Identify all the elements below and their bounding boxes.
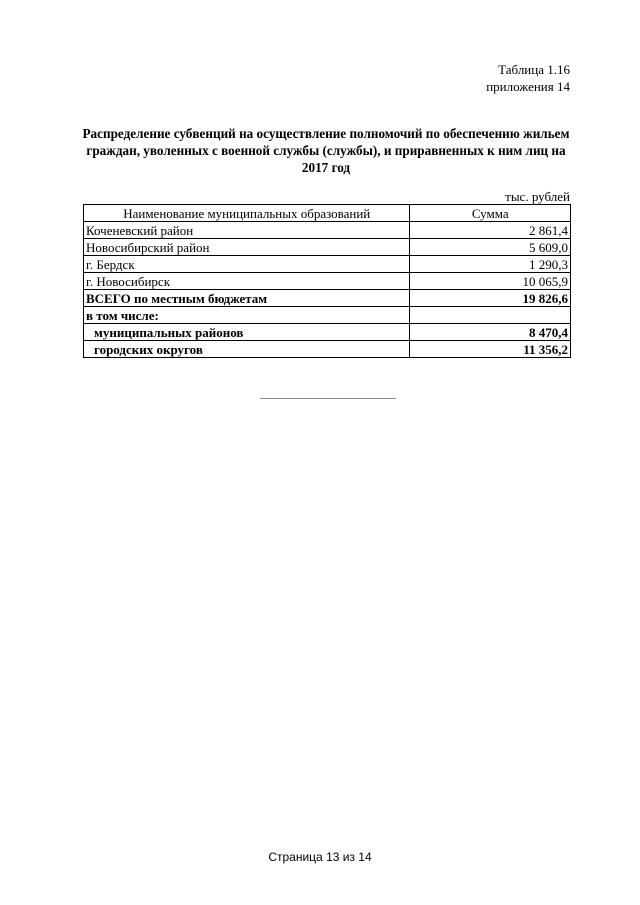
row-sum: 1 290,3 [410,256,571,273]
table-reference [486,61,570,95]
row-name: Коченевский район [84,222,410,239]
title-line-1: Распределение субвенций на осуществление полномочий по обеспечению жильем [82,126,570,141]
header-municipality: Наименование муниципальных образований [84,205,410,222]
subtotal-sum: 11 356,2 [410,341,571,358]
subtotal-heading-sum [410,307,571,324]
subtotal-row [84,341,571,358]
total-label: ВСЕГО по местным бюджетам [84,290,410,307]
page-footer: Страница 13 из 14 [268,850,372,864]
table-row [84,256,571,273]
total-row [84,290,571,307]
title-line-2: граждан, уволенных с военной службы (службы), и приравненных к ним лиц на [86,143,566,158]
appendix-reference: приложения 14 [486,79,570,94]
row-name: Новосибирский район [84,239,410,256]
subtotal-heading-label: в том числе: [84,307,410,324]
table-number: Таблица 1.16 [498,62,570,77]
total-sum: 19 826,6 [410,290,571,307]
table-row [84,222,571,239]
section-divider [260,398,396,399]
subtotal-label: муниципальных районов [84,324,410,341]
subtotal-row [84,324,571,341]
row-sum: 10 065,9 [410,273,571,290]
document-title [82,125,570,176]
row-name: г. Бердск [84,256,410,273]
row-sum: 5 609,0 [410,239,571,256]
table-row [84,273,571,290]
table-header-row [84,205,571,222]
table-row [84,239,571,256]
subtotal-sum: 8 470,4 [410,324,571,341]
row-sum: 2 861,4 [410,222,571,239]
subtotal-heading-row [84,307,571,324]
subvention-table [83,204,571,358]
subtotal-label: городских округов [84,341,410,358]
row-name: г. Новосибирск [84,273,410,290]
title-line-3: 2017 год [301,160,351,175]
units-label: тыс. рублей [505,189,570,204]
header-sum: Сумма [410,205,571,222]
